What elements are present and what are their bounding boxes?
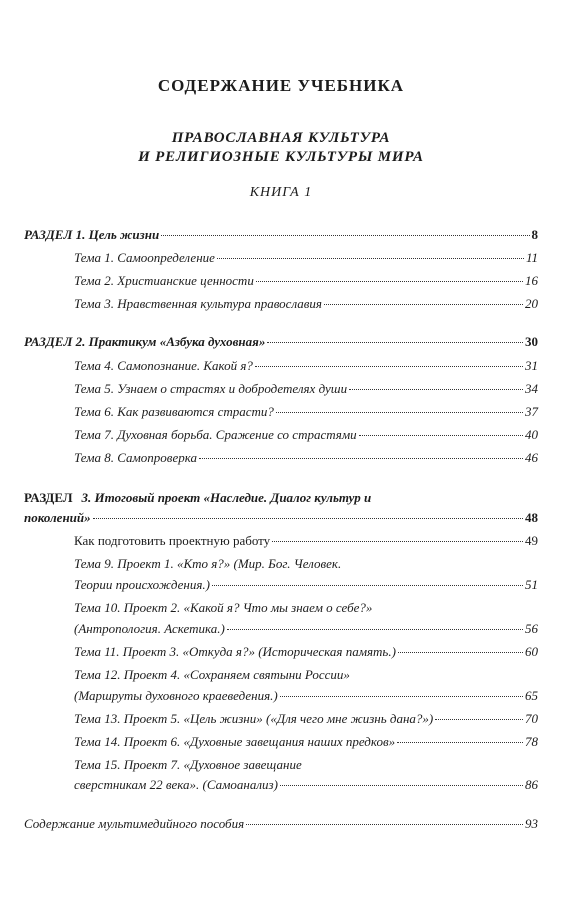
dot-leader: [359, 435, 523, 436]
page-title: СОДЕРЖАНИЕ УЧЕБНИКА: [157, 76, 405, 95]
page-number: 34: [525, 381, 538, 396]
dot-leader: [246, 824, 523, 825]
toc-topic[interactable]: [74, 532, 538, 550]
topic-label: (Маршруты духовного краеведения.): [74, 688, 278, 703]
page-number: 46: [525, 450, 538, 465]
page-number: 48: [525, 510, 538, 525]
toc-topic[interactable]: [74, 403, 538, 421]
dot-leader: [280, 696, 523, 697]
dot-leader: [276, 412, 523, 413]
toc-topic[interactable]: [74, 733, 538, 751]
page-number: 70: [525, 711, 538, 726]
topic-label: Теории происхождения.): [74, 577, 210, 592]
page-number: 86: [525, 777, 538, 792]
toc-topic-line-2[interactable]: [74, 620, 538, 638]
toc-topic[interactable]: [74, 357, 538, 375]
toc-topic[interactable]: [74, 426, 538, 444]
topic-label: Тема 1. Самоопределение: [74, 250, 215, 265]
toc-topic-line-2[interactable]: [74, 576, 538, 594]
toc-topic[interactable]: [74, 249, 538, 267]
page-number: 37: [525, 404, 538, 419]
section-title: РАЗДЕЛ 2. Практикум «Азбука духовная»: [24, 334, 266, 349]
page-number: 8: [531, 227, 538, 242]
toc-topic-line-1[interactable]: Тема 9. Проект 1. «Кто я?» (Мир. Бог. Человек.: [74, 556, 342, 571]
topic-label: Тема 2. Христианские ценности: [74, 273, 254, 288]
toc-section-3-line-2[interactable]: [24, 509, 538, 527]
multimedia-label: Содержание мультимедийного пособия: [24, 816, 245, 831]
section-prefix: РАЗДЕЛ: [24, 490, 73, 505]
toc-topic[interactable]: [74, 710, 538, 728]
dot-leader: [435, 719, 523, 720]
section-title-continued: поколений»: [24, 510, 91, 525]
subtitle-line-1: ПРАВОСЛАВНАЯ КУЛЬТУРА: [171, 130, 391, 146]
dot-leader: [349, 389, 523, 390]
topic-label: Тема 11. Проект 3. «Откуда я?» (Историческая память.): [74, 644, 396, 659]
dot-leader: [272, 541, 523, 542]
dot-leader: [267, 342, 523, 343]
dot-leader: [256, 281, 523, 282]
subtitle-line-2: И РЕЛИГИОЗНЫЕ КУЛЬТУРЫ МИРА: [138, 149, 424, 165]
page-number: 30: [525, 334, 538, 349]
dot-leader: [199, 458, 523, 459]
topic-label: Тема 3. Нравственная культура православия: [74, 296, 322, 311]
topic-label: Тема 6. Как развиваются страсти?: [74, 404, 274, 419]
topic-label: Тема 7. Духовная борьба. Сражение со страстями: [74, 427, 357, 442]
topic-label: (Антропология. Аскетика.): [74, 621, 225, 636]
toc-section-1[interactable]: [24, 226, 538, 244]
page-number: 93: [525, 816, 538, 831]
dot-leader: [397, 742, 523, 743]
toc-section-2[interactable]: [24, 333, 538, 351]
topic-label: Тема 14. Проект 6. «Духовные завещания наших предков»: [74, 734, 396, 749]
dot-leader: [161, 235, 529, 236]
toc-topic[interactable]: [74, 643, 538, 661]
toc-topic-line-1[interactable]: Тема 12. Проект 4. «Сохраняем святыни России»: [74, 667, 350, 682]
page-number: 11: [525, 250, 538, 265]
toc-topic[interactable]: [74, 449, 538, 467]
dot-leader: [212, 585, 523, 586]
dot-leader: [398, 652, 523, 653]
toc-section-3-line-1[interactable]: [24, 489, 371, 507]
dot-leader: [324, 304, 523, 305]
toc-topic-line-2[interactable]: [74, 776, 538, 794]
page-number: 78: [525, 734, 538, 749]
page-number: 40: [525, 427, 538, 442]
book-number: КНИГА 1: [249, 185, 313, 200]
toc-topic-line-1[interactable]: Тема 10. Проект 2. «Какой я? Что мы знаем о себе?»: [74, 600, 373, 615]
page-number: 49: [525, 533, 538, 548]
section-title: РАЗДЕЛ 1. Цель жизни: [24, 227, 160, 242]
topic-label: сверстникам 22 века». (Самоанализ): [74, 777, 278, 792]
page-number: 60: [525, 644, 538, 659]
dot-leader: [280, 785, 523, 786]
dot-leader: [217, 258, 524, 259]
dot-leader: [227, 629, 523, 630]
toc-topic[interactable]: [74, 295, 538, 313]
toc-topic[interactable]: [74, 272, 538, 290]
page-number: 31: [525, 358, 538, 373]
topic-label: Тема 4. Самопознание. Какой я?: [74, 358, 253, 373]
page-number: 16: [525, 273, 538, 288]
page-number: 51: [525, 577, 538, 592]
toc-topic-line-1[interactable]: Тема 15. Проект 7. «Духовное завещание: [74, 757, 302, 772]
topic-label: Тема 8. Самопроверка: [74, 450, 197, 465]
topic-label: Тема 5. Узнаем о страстях и добродетелях души: [74, 381, 348, 396]
page-number: 65: [525, 688, 538, 703]
dot-leader: [255, 366, 523, 367]
section-title: 3. Итоговый проект «Наследие. Диалог культур и: [81, 490, 372, 505]
toc-topic-line-2[interactable]: [74, 687, 538, 705]
page-number: 20: [525, 296, 538, 311]
page-number: 56: [525, 621, 538, 636]
topic-label: Тема 13. Проект 5. «Цель жизни» («Для чего мне жизнь дана?»): [74, 711, 434, 726]
dot-leader: [93, 518, 523, 519]
toc-topic[interactable]: [74, 380, 538, 398]
toc-multimedia[interactable]: [24, 815, 538, 833]
topic-label: Как подготовить проектную работу: [74, 533, 271, 548]
